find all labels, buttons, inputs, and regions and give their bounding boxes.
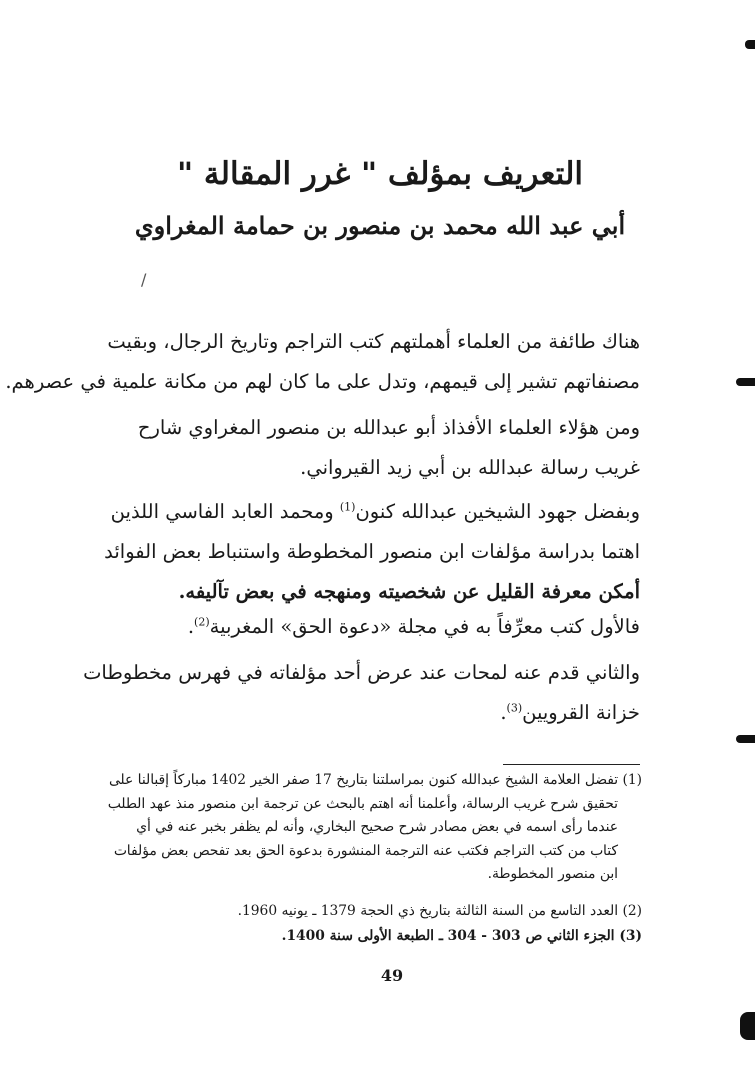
footnote-divider [503,764,640,765]
page-number: 49 [380,966,404,985]
line-text: وبفضل جهود الشيخين عبدالله كنون [355,500,640,523]
line-text: . [500,701,507,724]
paragraph-second [83,653,640,733]
paragraph-scholars [133,408,640,488]
scan-edge-mark [736,735,755,743]
footnote-line: (3) الجزء الثاني ص 303 - 304 ـ الطبعة الأولى سنة 1400. [281,928,642,944]
line-text: . [187,615,195,638]
footnote-line: كتاب من كتب التراجم فكتب عنه الترجمة المنشورة بدعوة الحق بعد تفحص بعض مؤلفات [113,842,618,859]
footnote-ref-2: (2) [194,615,210,629]
paragraph-intro [5,322,640,402]
paragraph-line: مصنفاتهم تشير إلى قيمهم، وتدل على ما كان لهم من مكانة علمية في عصرهم. [5,370,640,393]
line-text: ومحمد العابد الفاسي اللذين [110,500,340,523]
footnote-line: (1) تفضل العلامة الشيخ عبدالله كنون بمراسلتنا بتاريخ 17 صفر الخير 1402 مباركاً إقبالنا على [108,772,642,788]
paragraph-efforts [104,492,640,612]
paragraph-line: ومن هؤلاء العلماء الأفذاذ أبو عبدالله بن منصور المغراوي شارح [137,416,640,439]
footnote-3 [120,925,642,949]
scan-edge-mark [745,40,755,49]
scan-edge-mark [736,378,755,386]
paragraph-first [133,607,640,647]
paragraph-line: أمكن معرفة القليل عن شخصيته ومنهجه في بعض تآليفه. [178,580,640,603]
footnote-ref-1: (1) [339,500,356,514]
paragraph-line [133,693,640,733]
footnote-line: (2) العدد التاسع من السنة الثالثة بتاريخ ذي الحجة 1379 ـ يونيه 1960. [237,903,642,919]
footnote-line: ابن منصور المخطوطة. [487,866,618,882]
paragraph-line: والثاني قدم عنه لمحات عند عرض أحد مؤلفاته في فهرس مخطوطات [83,661,640,684]
page-title: التعريف بمؤلف " غرر المقالة " [176,156,583,192]
footnote-line: عندما رأى اسمه في بعض مصادر شرح صحيح البخاري، وأنه لم يظفر بخبر عنه في أي [136,819,618,835]
line-text: خزانة القرويين [522,701,640,724]
paragraph-line: هناك طائفة من العلماء أهملتهم كتب التراجم وتاريخ الرجال، وبقيت [107,330,640,353]
paragraph-line [110,492,640,532]
paragraph-line [133,607,640,647]
footnote-1 [107,769,642,887]
footnote-ref-3: (3) [506,701,523,715]
author-subtitle: أبي عبد الله محمد بن منصور بن حمامة المغراوي [134,211,626,240]
margin-tick-mark: / [141,270,147,289]
paragraph-line: غريب رسالة عبدالله بن أبي زيد القيرواني. [300,456,640,479]
footnote-2 [120,900,642,924]
footnote-line: تحقيق شرح غريب الرسالة، وأعلمنا أنه اهتم بالبحث عن ترجمة ابن منصور منذ عهد الطلب [107,795,618,812]
paragraph-line: اهتما بدراسة مؤلفات ابن منصور المخطوطة واستنباط بعض الفوائد [104,540,640,563]
scan-edge-mark [740,1012,755,1040]
line-text: فالأول كتب معرِّفاً به في مجلة «دعوة الحق» المغربية [209,615,640,638]
